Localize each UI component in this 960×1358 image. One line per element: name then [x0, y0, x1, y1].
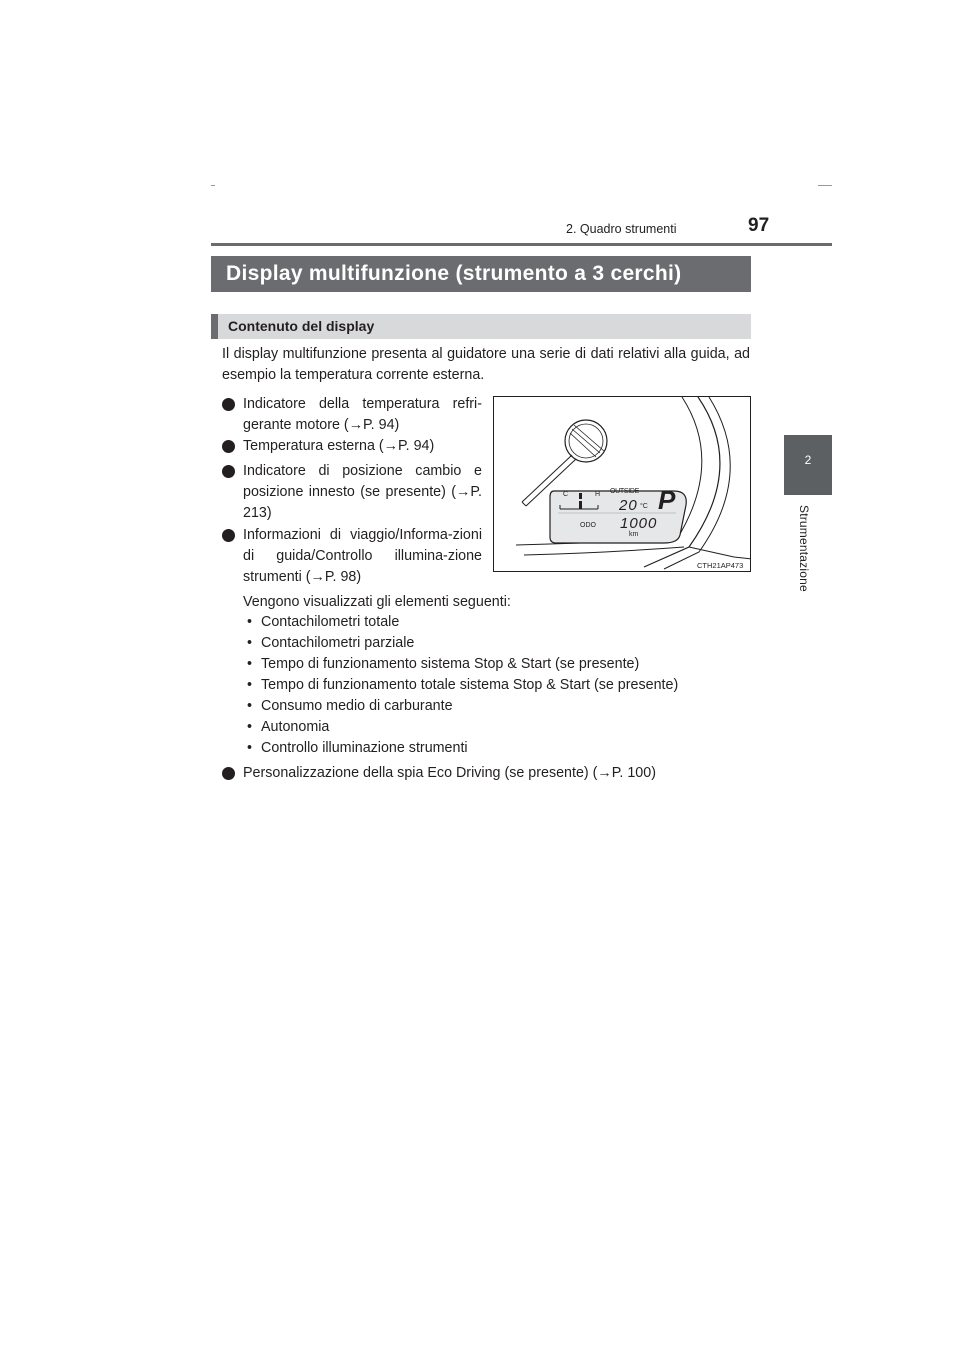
odometer-value: 1000	[620, 515, 658, 532]
crop-mark-right	[818, 185, 832, 186]
instrument-cluster-illustration	[493, 396, 751, 572]
bullet-text: Indicatore di posizione cambio e posizione innesto (se presente) (→P. 213)	[243, 463, 482, 521]
header-rule	[211, 243, 832, 246]
bullet-text: Personalizzazione della spia Eco Driving (se presente) (→P. 100)	[243, 765, 656, 781]
list-item-text: Tempo di funzionamento sistema Stop & Start (se presente)	[261, 656, 640, 672]
list-item-text: Autonomia	[261, 719, 330, 735]
chapter-label: Strumentazione	[797, 505, 811, 592]
list-item-text: Contachilometri totale	[261, 614, 400, 630]
bullet-text: Indicatore della temperatura refri-gerante motore (→P. 94)	[243, 396, 482, 433]
list-item: • Controllo illuminazione strumenti	[243, 740, 468, 756]
subsection-title: Contenuto del display	[211, 314, 751, 339]
list-item-text: Controllo illuminazione strumenti	[261, 740, 468, 756]
list-item: • Contachilometri totale	[243, 614, 400, 630]
outside-temperature: 20	[619, 497, 638, 514]
temperature-unit: °C	[640, 503, 648, 510]
bullet-dot-icon	[222, 398, 235, 411]
odo-label: ODO	[580, 522, 596, 529]
gear-position: P	[658, 485, 676, 515]
header-section-title: 2. Quadro strumenti	[566, 222, 677, 236]
list-intro: Vengono visualizzati gli elementi seguenti:	[243, 594, 511, 610]
bullet-text: Informazioni di viaggio/Informa-zioni di guida/Controllo illumina-zione strumenti (→P. 98)	[243, 527, 482, 585]
outside-label: OUTSIDE	[610, 488, 640, 495]
bullet-dot-icon	[222, 529, 235, 542]
chapter-tab	[784, 435, 832, 495]
crop-mark-left	[211, 185, 215, 186]
list-item: • Tempo di funzionamento sistema Stop & Start (se presente)	[243, 656, 640, 672]
list-item: • Consumo medio di carburante	[243, 698, 453, 714]
section-title: Display multifunzione (strumento a 3 cerchi)	[211, 256, 751, 292]
illustration-code: CTH21AP473	[697, 561, 744, 570]
chapter-number: 2	[804, 453, 812, 467]
coolant-hot-label: H	[595, 491, 601, 498]
bullet-dot-icon	[222, 440, 235, 453]
list-item: • Tempo di funzionamento totale sistema Stop & Start (se presente)	[243, 677, 679, 693]
list-item-text: Tempo di funzionamento totale sistema Stop & Start (se presente)	[261, 677, 679, 693]
bullet-dot-icon	[222, 465, 235, 478]
list-item-text: Consumo medio di carburante	[261, 698, 453, 714]
cluster-drawing	[494, 397, 751, 572]
sub-item-list	[243, 612, 678, 759]
bullet-text: Temperatura esterna (→P. 94)	[243, 438, 435, 454]
list-item: • Autonomia	[243, 719, 330, 735]
list-item-text: Contachilometri parziale	[261, 635, 415, 651]
list-item: • Contachilometri parziale	[243, 635, 415, 651]
coolant-cold-label: C	[563, 491, 569, 498]
odometer-unit: km	[629, 531, 639, 538]
bullet-dot-icon	[222, 767, 235, 780]
page-number: 97	[748, 215, 770, 236]
intro-paragraph: Il display multifunzione presenta al guidatore una serie di dati relativi alla guida, ad esempio la temperatura corrente esterna.	[222, 346, 750, 383]
